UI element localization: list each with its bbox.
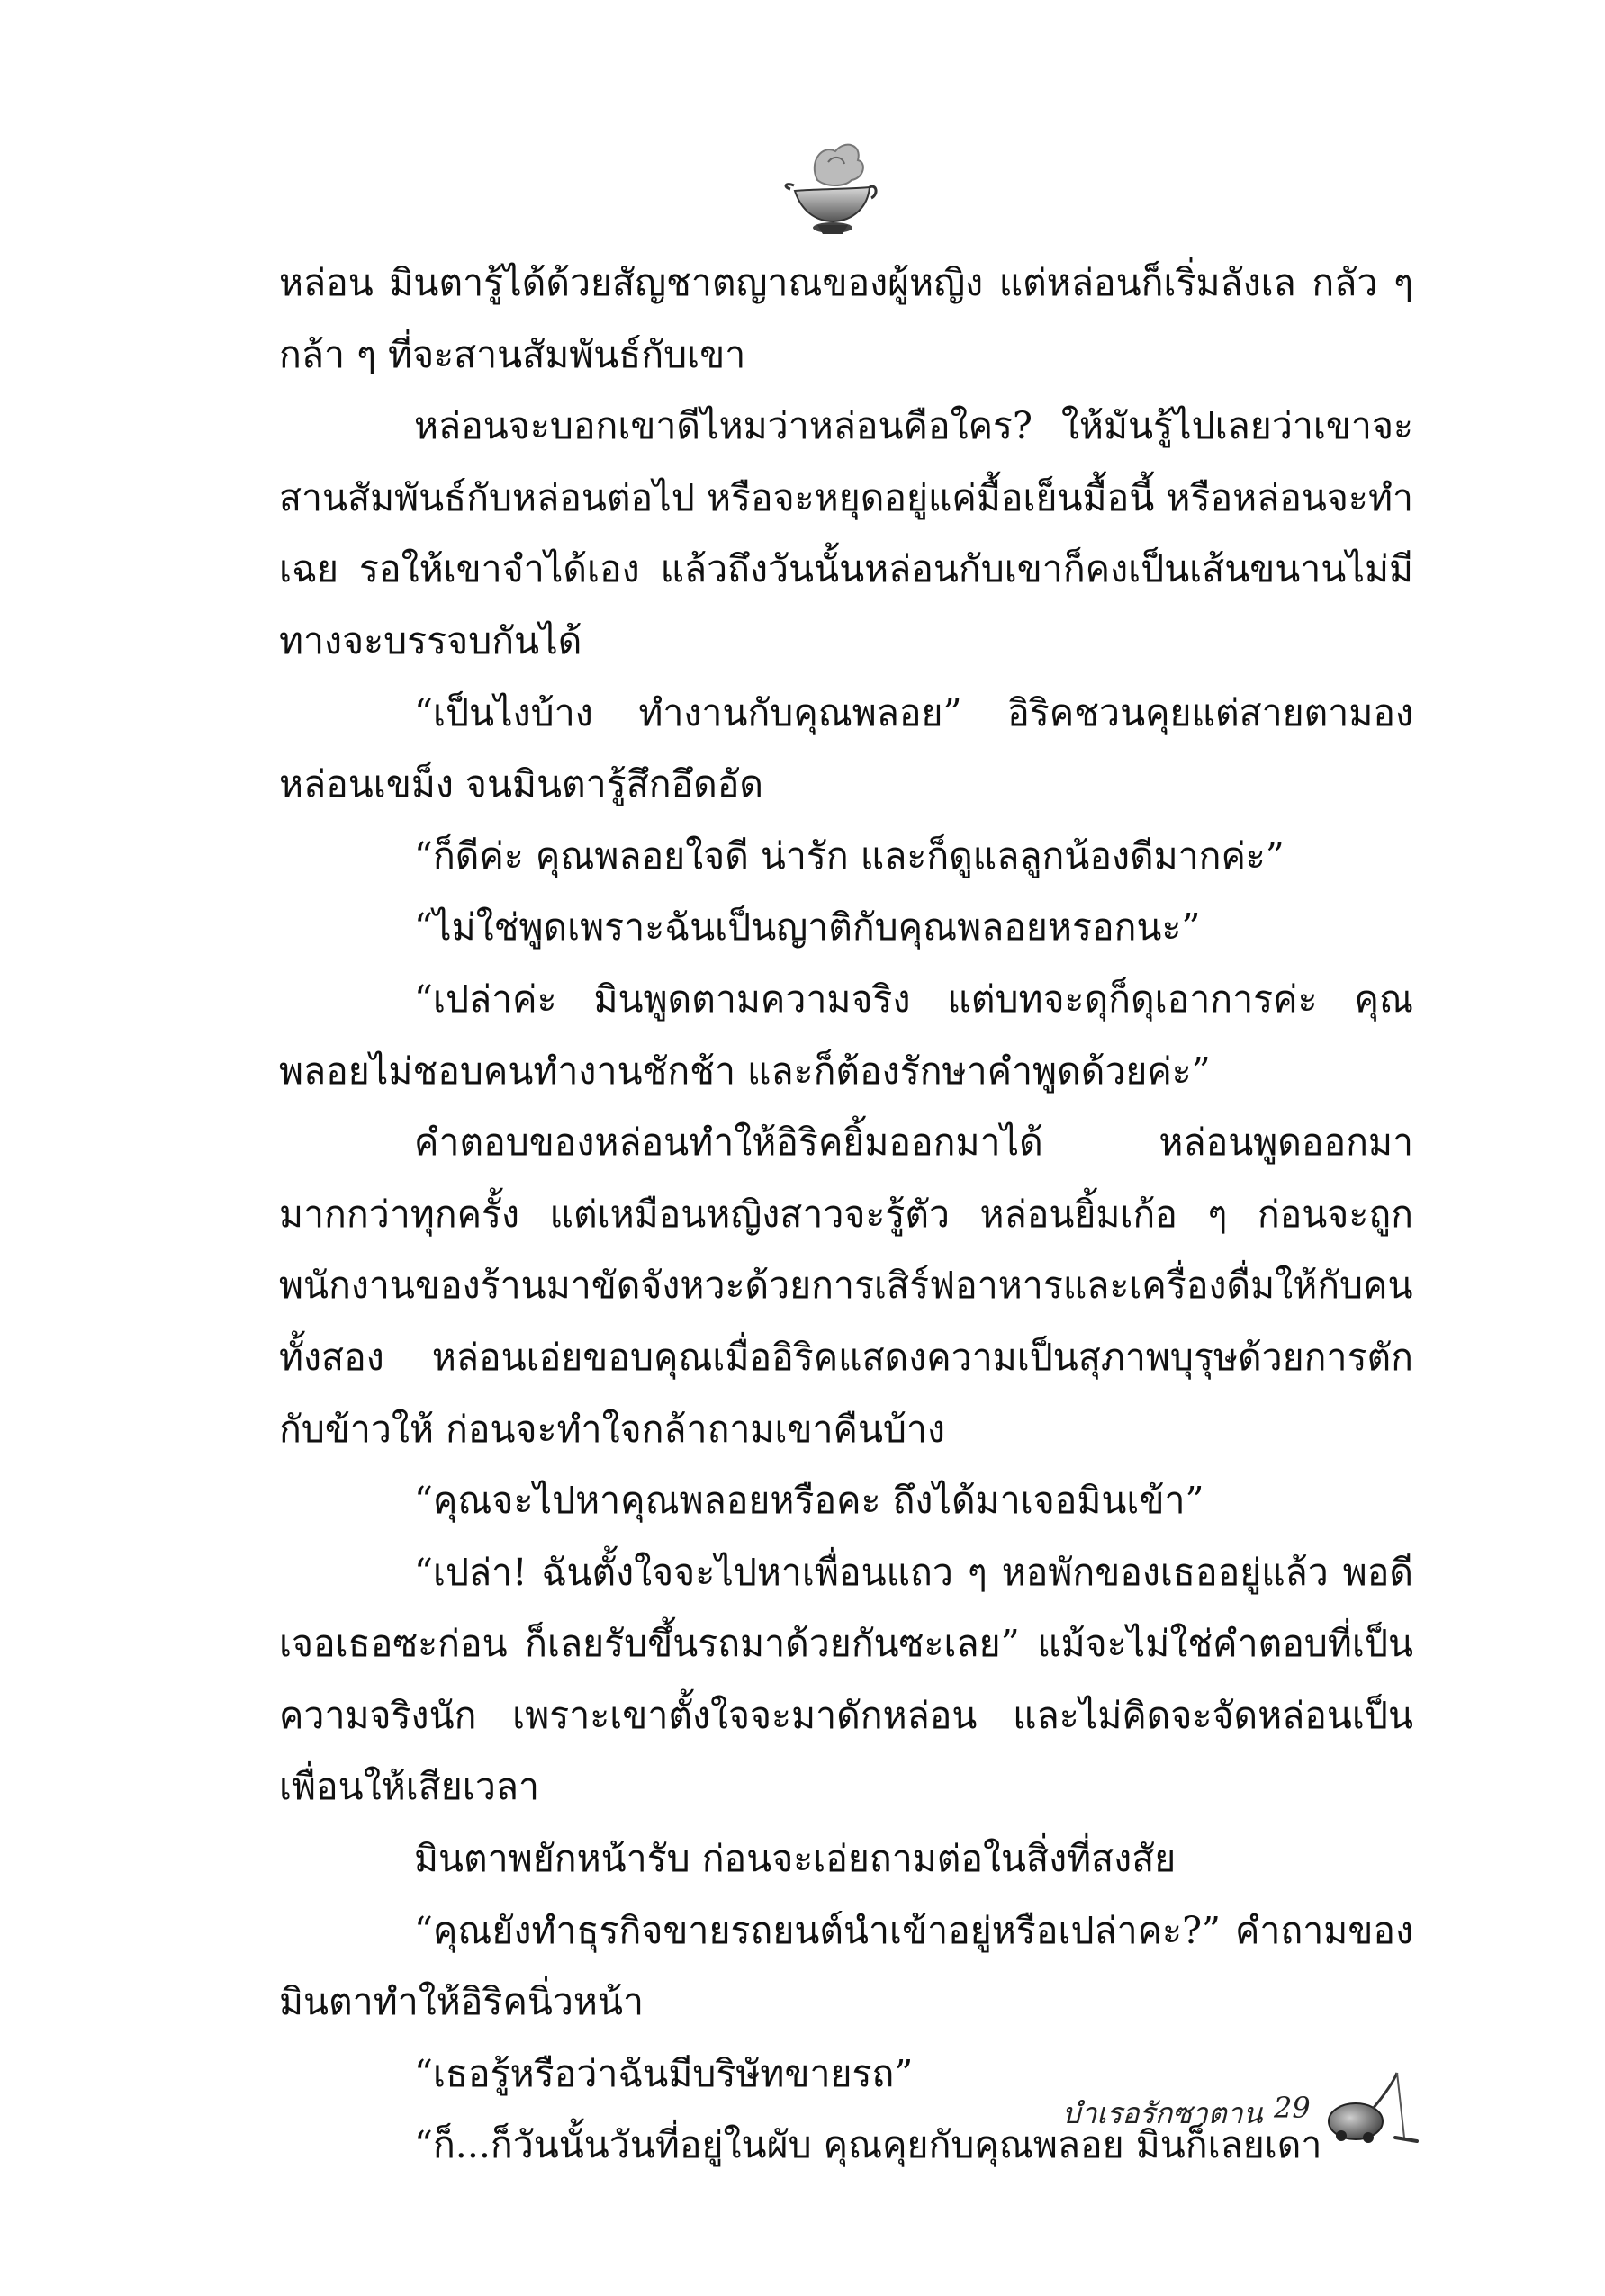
paragraph-11: “คุณยังทำธุรกิจขายรถยนต์นำเข้าอยู่หรือเปล่าคะ?” คำถามของมินตาทำให้อิริคนิ่วหน้า xyxy=(279,1908,1413,2024)
book-title: บำเรอรักซาตาน xyxy=(1062,2096,1263,2130)
paragraph-10: มินตาพยักหน้ารับ ก่อนจะเอ่ยถามต่อในสิ่งที่สงสัย xyxy=(414,1837,1177,1881)
paragraph-5: “ไม่ใช่พูดเพราะฉันเป็นญาติกับคุณพลอยหรอกนะ” xyxy=(414,905,1201,950)
paragraph-3: “เป็นไงบ้าง ทำงานกับคุณพลอย” อิริคชวนคุยแต่สายตามองหล่อนเขม็ง จนมินตารู้สึกอึดอัด xyxy=(279,690,1413,806)
paragraph-8: “คุณจะไปหาคุณพลอยหรือคะ ถึงได้มาเจอมินเข้า” xyxy=(414,1479,1204,1523)
paragraph-7: คำตอบของหล่อนทำให้อิริคยิ้มออกมาได้ หล่อนพูดออกมามากกว่าทุกครั้ง แต่เหมือนหญิงสาวจะรู้ตัว หล่อนยิ้มเก้อ ๆ ก่อนจะถูกพนักงานของร้านมาขัดจังหวะด้วยการเสิร์ฟอาหารและเครื่องดื่มให้กับคนทั้งสอง หล่อนเอ่ยขอบคุณเมื่ออิริคแสดงความเป็นสุภาพบุรุษด้วยการตักกับข้าวให้ ก่อนจะทำใจกล้าถามเขาคืนบ้าง xyxy=(279,1121,1413,1451)
paragraph-6: “เปล่าค่ะ มินพูดตามความจริง แต่บทจะดุก็ดุเอาการค่ะ คุณพลอยไม่ชอบคนทำงานชักช้า และก็ต้องรักษาคำพูดด้วยค่ะ” xyxy=(279,977,1413,1093)
paragraph-12: “เธอรู้หรือว่าฉันมีบริษัทขายรถ” xyxy=(414,2051,914,2095)
paragraph-2: หล่อนจะบอกเขาดีไหมว่าหล่อนคือใคร? ให้มันรู้ไปเลยว่าเขาจะสานสัมพันธ์กับหล่อนต่อไป หรือจะหยุดอยู่แค่มื้อเย็นมื้อนี้ หรือหล่อนจะทำเฉย รอให้เขาจำได้เอง แล้วถึงวันนั้นหล่อนกับเขาก็คงเป็นเส้นขนานไม่มีทางจะบรรจบกันได้ xyxy=(279,404,1413,662)
paragraph-1: หล่อน มินตารู้ได้ด้วยสัญชาตญาณของผู้หญิง แต่หล่อนก็เริ่มลังเล กลัว ๆ กล้า ๆ ที่จะสานสัมพันธ์กับเขา xyxy=(279,261,1413,376)
paragraph-13: “ก็...ก็วันนั้นวันที่อยู่ในผับ คุณคุยกับคุณพลอย มินก็เลยเดา xyxy=(414,2123,1322,2167)
vacuum-cleaner-icon xyxy=(1323,2066,1422,2147)
paragraph-9: “เปล่า! ฉันตั้งใจจะไปหาเพื่อนแถว ๆ หอพักของเธออยู่แล้ว พอดีเจอเธอซะก่อน ก็เลยรับขึ้นรถมาด้วยกันซะเลย” แม้จะไม่ใช่คำตอบที่เป็นความจริงนัก เพราะเขาตั้งใจจะมาดักหล่อน และไม่คิดจะจัดหล่อนเป็นเพื่อนให้เสียเวลา xyxy=(279,1550,1413,1809)
story-body xyxy=(279,248,1413,2182)
page-footer xyxy=(1062,2066,1422,2147)
teapot-ornament-icon xyxy=(781,135,880,243)
page-number: 29 xyxy=(1274,2091,1311,2125)
paragraph-4: “ก็ดีค่ะ คุณพลอยใจดี น่ารัก และก็ดูแลลูกน้องดีมากค่ะ” xyxy=(414,833,1285,878)
